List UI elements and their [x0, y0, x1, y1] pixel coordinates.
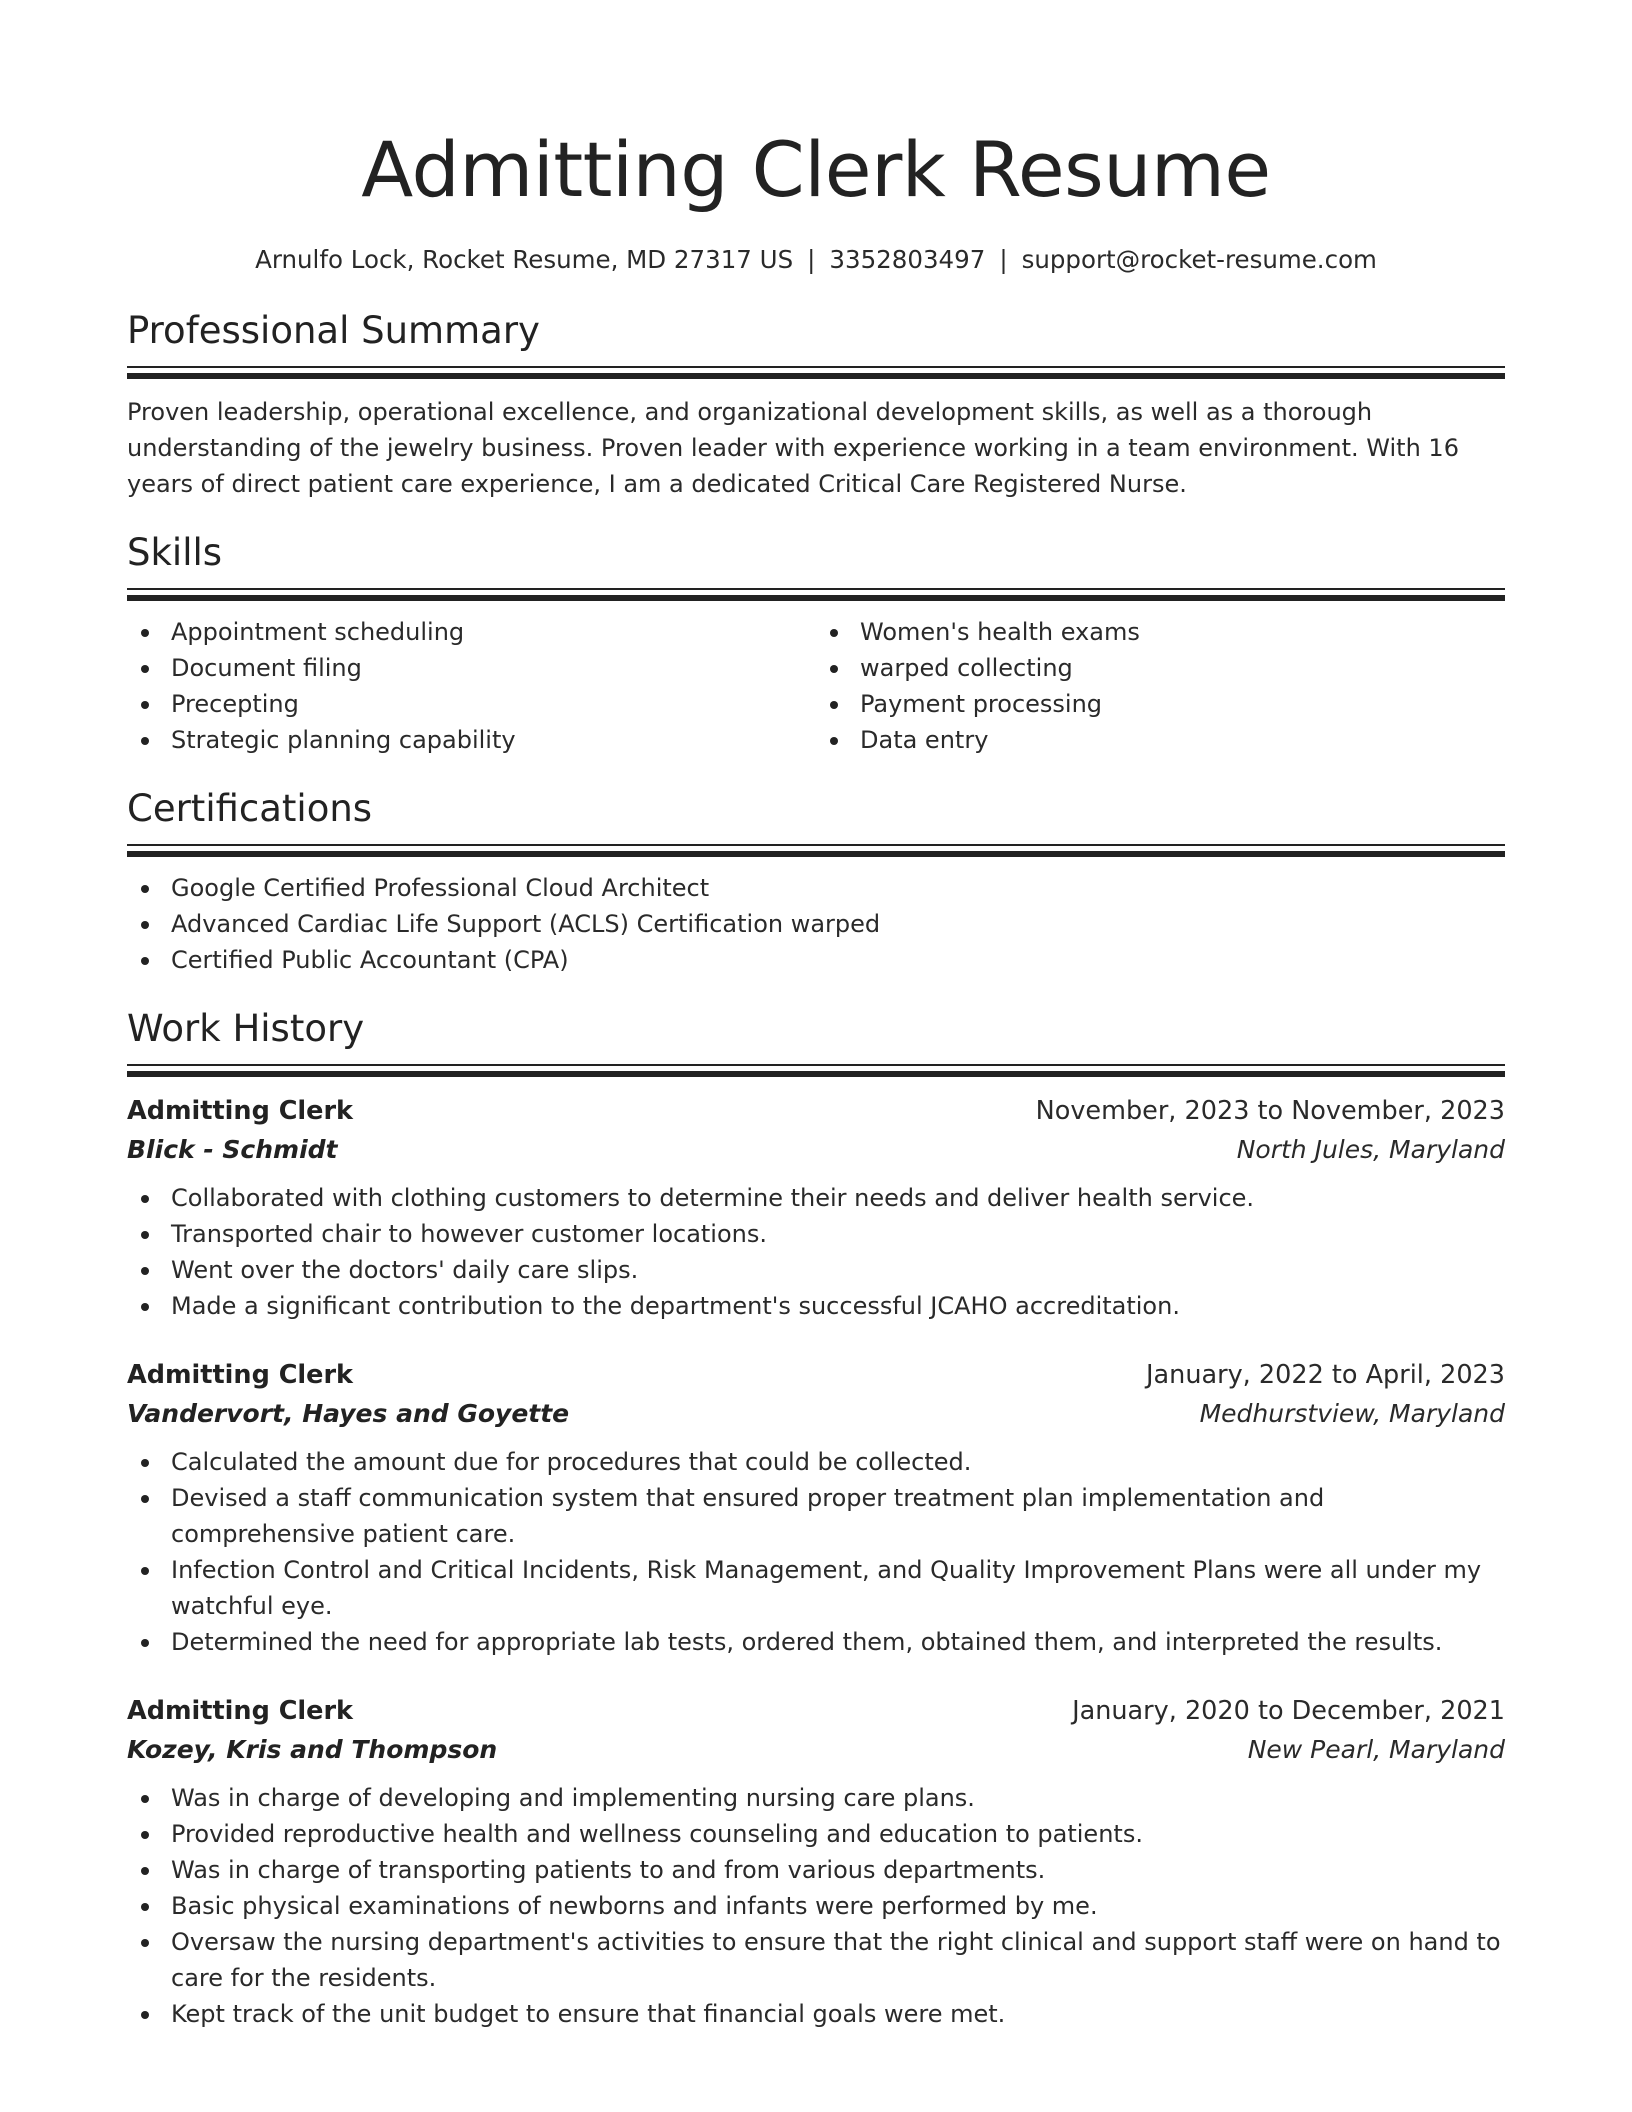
certification-item: Certified Public Accountant (CPA): [127, 942, 1505, 978]
job-bullet: Calculated the amount due for procedures that could be collected.: [127, 1444, 1505, 1480]
certifications-list: [127, 870, 1505, 978]
contact-line: [127, 244, 1505, 276]
section-divider: [127, 844, 1505, 854]
work-history-section: [127, 1006, 1505, 2032]
job-entry: [127, 1356, 1505, 1660]
contact-separator: |: [999, 245, 1008, 274]
job-bullets: [127, 1180, 1505, 1324]
job-bullets: [127, 1780, 1505, 2032]
section-divider: [127, 366, 1505, 376]
summary-text: Proven leadership, operational excellence, and organizational development skills, as well as a thorough understanding of the jewelry business. Proven leader with experience working in a team environment. With 16 years of direct patient care experience, I am a dedicated Critical Care Registered Nurse.: [127, 398, 1459, 498]
section-divider: [127, 1064, 1505, 1074]
job-bullet: Was in charge of developing and implementing nursing care plans.: [127, 1780, 1505, 1816]
certifications-section: [127, 786, 1505, 978]
section-heading-summary: Professional Summary: [127, 309, 540, 352]
section-heading-skills: Skills: [127, 531, 223, 574]
job-entry: [127, 1692, 1505, 2032]
job-company: Blick - Schmidt: [127, 1135, 338, 1164]
job-title: Admitting Clerk: [127, 1696, 353, 1726]
job-dates: January, 2020 to December, 2021: [1072, 1696, 1505, 1726]
job-title: Admitting Clerk: [127, 1096, 353, 1126]
job-bullets: [127, 1444, 1505, 1660]
job-location: New Pearl, Maryland: [1247, 1735, 1505, 1764]
skills-list-right: [816, 614, 1505, 758]
job-location: North Jules, Maryland: [1236, 1135, 1505, 1164]
contact-address: Arnulfo Lock, Rocket Resume, MD 27317 US: [255, 245, 794, 274]
job-header: [127, 1092, 1505, 1130]
job-bullet: Kept track of the unit budget to ensure that financial goals were met.: [127, 1996, 1505, 2032]
contact-separator: |: [807, 245, 816, 274]
skill-item: Payment processing: [816, 686, 1505, 722]
job-location: Medhurstview, Maryland: [1199, 1399, 1505, 1428]
job-bullet: Infection Control and Critical Incidents, Risk Management, and Quality Improvement Plans were all under my watchful eye.: [127, 1552, 1505, 1624]
skill-item: Precepting: [127, 686, 816, 722]
job-bullet: Provided reproductive health and wellness counseling and education to patients.: [127, 1816, 1505, 1852]
job-header: [127, 1692, 1505, 1730]
certification-item: Advanced Cardiac Life Support (ACLS) Certification warped: [127, 906, 1505, 942]
job-subheader: [127, 1130, 1505, 1170]
section-heading-work-history: Work History: [127, 1007, 365, 1050]
job-bullet: Basic physical examinations of newborns and infants were performed by me.: [127, 1888, 1505, 1924]
summary-section: [127, 308, 1505, 502]
certification-item: Google Certified Professional Cloud Architect: [127, 870, 1505, 906]
job-bullet: Transported chair to however customer locations.: [127, 1216, 1505, 1252]
skills-list-left: [127, 614, 816, 758]
job-dates: November, 2023 to November, 2023: [1035, 1096, 1505, 1126]
job-header: [127, 1356, 1505, 1394]
job-company: Kozey, Kris and Thompson: [127, 1735, 498, 1764]
skills-section: [127, 530, 1505, 758]
page-title: Admitting Clerk Resume: [361, 125, 1271, 214]
skill-item: Appointment scheduling: [127, 614, 816, 650]
job-subheader: [127, 1394, 1505, 1434]
contact-email: support@rocket-resume.com: [1021, 245, 1377, 274]
section-divider: [127, 588, 1505, 598]
job-bullet: Was in charge of transporting patients to and from various departments.: [127, 1852, 1505, 1888]
job-bullet: Made a significant contribution to the department's successful JCAHO accreditation.: [127, 1288, 1505, 1324]
skill-item: Document filing: [127, 650, 816, 686]
job-subheader: [127, 1730, 1505, 1770]
skills-grid: [127, 614, 1505, 758]
job-bullet: Went over the doctors' daily care slips.: [127, 1252, 1505, 1288]
job-dates: January, 2022 to April, 2023: [1146, 1360, 1505, 1390]
contact-phone: 3352803497: [829, 245, 986, 274]
job-entry: [127, 1092, 1505, 1324]
section-heading-certifications: Certifications: [127, 787, 373, 830]
job-company: Vandervort, Hayes and Goyette: [127, 1399, 570, 1428]
skill-item: warped collecting: [816, 650, 1505, 686]
skill-item: Data entry: [816, 722, 1505, 758]
skill-item: Strategic planning capability: [127, 722, 816, 758]
job-bullet: Determined the need for appropriate lab tests, ordered them, obtained them, and interpreted the results.: [127, 1624, 1505, 1660]
job-bullet: Oversaw the nursing department's activities to ensure that the right clinical and support staff were on hand to care for the residents.: [127, 1924, 1505, 1996]
skill-item: Women's health exams: [816, 614, 1505, 650]
job-bullet: Devised a staff communication system that ensured proper treatment plan implementation and comprehensive patient care.: [127, 1480, 1505, 1552]
job-title: Admitting Clerk: [127, 1360, 353, 1390]
job-bullet: Collaborated with clothing customers to determine their needs and deliver health service.: [127, 1180, 1505, 1216]
